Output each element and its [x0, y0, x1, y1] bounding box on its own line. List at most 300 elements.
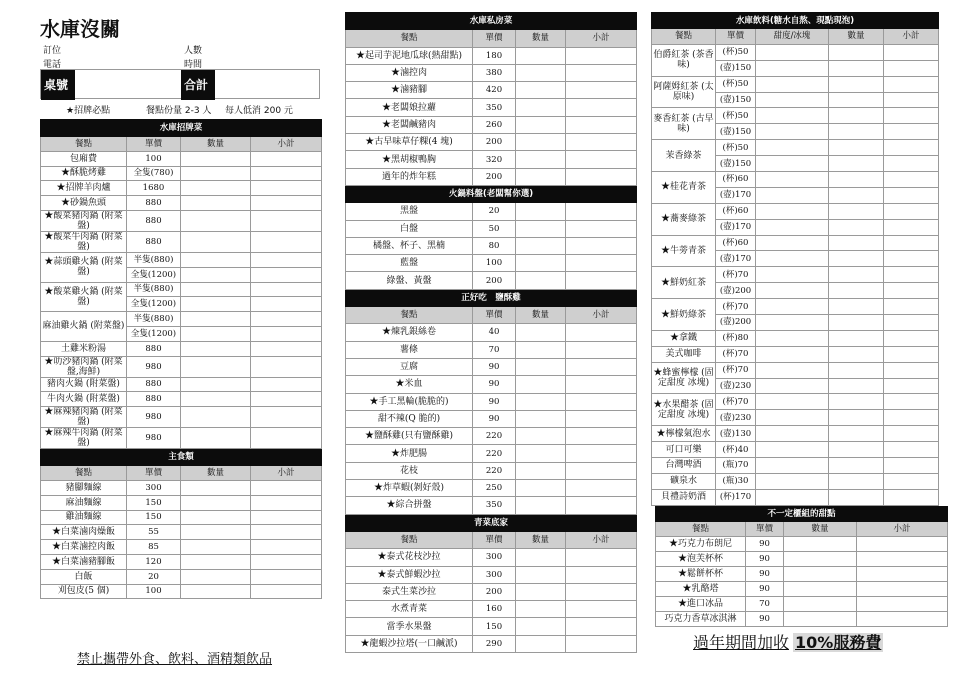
- menu-item-name: ★鬆餅杯杯: [656, 566, 746, 581]
- menu-item-row: [41, 554, 322, 569]
- menu-item-price: 200: [473, 168, 516, 185]
- item-column-header: 餐點: [656, 521, 746, 536]
- menu-item-row: [346, 583, 637, 600]
- menu-item-price: (杯)50: [716, 76, 756, 92]
- quantity-cell: [829, 394, 884, 410]
- menu-item-name: ★巧克力布朗尼: [656, 536, 746, 551]
- quantity-cell: [181, 428, 251, 449]
- subtotal-cell: [251, 554, 322, 569]
- menu-item-name: ★滷豬腳: [346, 82, 473, 99]
- menu-item-row: [41, 282, 322, 297]
- quantity-cell: [516, 255, 566, 272]
- menu-item-price: (杯)70: [716, 299, 756, 315]
- quantity-cell: [516, 203, 566, 220]
- menu-item-name: 黑盤: [346, 203, 473, 220]
- menu-item-row: [346, 566, 637, 583]
- menu-item-price: 80: [473, 237, 516, 254]
- section-title: 主食類: [41, 449, 322, 466]
- menu-item-price: (杯)50: [716, 140, 756, 156]
- quantity-cell: [829, 330, 884, 346]
- subtotal-cell: [566, 566, 637, 583]
- column-header-row: [346, 531, 637, 548]
- menu-item-row: [652, 426, 939, 442]
- quantity-cell: [516, 635, 566, 652]
- quantity-cell: [829, 346, 884, 362]
- subtotal-cell: [566, 376, 637, 393]
- quantity-cell: [829, 473, 884, 489]
- menu-item-price: 全隻(1200): [127, 297, 181, 312]
- menu-item-row: [652, 172, 939, 188]
- menu-item-row: [652, 140, 939, 156]
- quantity-cell: [784, 536, 857, 551]
- menu-item-price: (杯)170: [716, 489, 756, 505]
- quantity-cell: [829, 156, 884, 172]
- menu-item-name: 土雞米粉湯: [41, 341, 127, 356]
- menu-item-price: 260: [473, 116, 516, 133]
- menu-item-row: [346, 635, 637, 652]
- menu-item-row: [41, 312, 322, 327]
- quantity-cell: [784, 596, 857, 611]
- menu-item-price: 100: [127, 151, 181, 166]
- sweetness-column-header: 甜度/冰塊: [756, 29, 829, 45]
- menu-item-row: [41, 166, 322, 181]
- subtotal-cell: [566, 168, 637, 185]
- menu-item-name: 礦泉水: [652, 473, 716, 489]
- menu-item-price: (杯)70: [716, 394, 756, 410]
- menu-item-price: (杯)80: [716, 330, 756, 346]
- quantity-cell: [181, 326, 251, 341]
- menu-item-name: 伯爵紅茶 (茶香味): [652, 44, 716, 76]
- quantity-cell: [829, 44, 884, 60]
- subtotal-cell: [251, 210, 322, 231]
- subtotal-cell: [884, 410, 939, 426]
- quantity-cell: [181, 181, 251, 196]
- menu-item-row: [656, 536, 948, 551]
- menu-item-name: 刈包皮(5 個): [41, 584, 127, 599]
- menu-item-row: [652, 346, 939, 362]
- menu-item-price: 180: [473, 47, 516, 64]
- menu-item-name: ★乳酪塔: [656, 581, 746, 596]
- menu-item-price: 90: [746, 611, 784, 626]
- subtotal-cell: [566, 237, 637, 254]
- menu-item-row: [41, 210, 322, 231]
- menu-item-name: ★招牌羊肉爐: [41, 181, 127, 196]
- quantity-column-header: 數量: [829, 29, 884, 45]
- menu-item-row: [346, 64, 637, 81]
- menu-item-row: [656, 551, 948, 566]
- menu-item-row: [41, 151, 322, 166]
- section-title-row: [41, 449, 322, 466]
- menu-item-price: (杯)70: [716, 267, 756, 283]
- quantity-cell: [756, 92, 829, 108]
- subtotal-cell: [251, 584, 322, 599]
- quantity-cell: [756, 426, 829, 442]
- column-header-row: [656, 521, 948, 536]
- menu-item-row: [346, 601, 637, 618]
- menu-item-row: [41, 495, 322, 510]
- quantity-cell: [516, 272, 566, 289]
- menu-item-price: 20: [127, 569, 181, 584]
- section-title: 正好吃 鹽酥雞: [346, 289, 637, 306]
- menu-item-price: 150: [473, 618, 516, 635]
- section-title: 不一定櫃組的甜點: [656, 507, 948, 522]
- quantity-cell: [829, 172, 884, 188]
- menu-item-row: [652, 299, 939, 315]
- menu-item-row: [41, 510, 322, 525]
- subtotal-cell: [884, 442, 939, 458]
- menu-item-price: 20: [473, 203, 516, 220]
- quantity-cell: [829, 362, 884, 378]
- menu-item-name: 貝禮詩奶酒: [652, 489, 716, 505]
- quantity-cell: [181, 495, 251, 510]
- menu-item-price: 250: [473, 480, 516, 497]
- quantity-cell: [829, 489, 884, 505]
- menu-item-price: (瓶)70: [716, 458, 756, 474]
- menu-item-price: 90: [473, 393, 516, 410]
- menu-item-price: 90: [473, 410, 516, 427]
- quantity-cell: [516, 99, 566, 116]
- column-header-row: [346, 307, 637, 324]
- quantity-cell: [829, 267, 884, 283]
- menu-item-row: [652, 203, 939, 219]
- menu-item-price: 90: [746, 566, 784, 581]
- menu-item-row: [652, 473, 939, 489]
- quantity-cell: [784, 581, 857, 596]
- menu-item-row: [346, 324, 637, 341]
- menu-item-price: 380: [473, 64, 516, 81]
- quantity-cell: [181, 510, 251, 525]
- subtotal-cell: [884, 172, 939, 188]
- column-header-row: [41, 466, 322, 481]
- subtotal-cell: [566, 410, 637, 427]
- table-number-label: 桌號: [41, 70, 75, 100]
- quantity-cell: [181, 392, 251, 407]
- menu-item-name: ★麻辣豬肉鍋 (附菜盤): [41, 407, 127, 428]
- portion-note: 餐點份量 2-3 人: [146, 106, 212, 116]
- quantity-cell: [181, 231, 251, 252]
- menu-item-row: [41, 341, 322, 356]
- service-fee-value: 10%服務費: [795, 633, 882, 652]
- menu-item-name: ★煉乳銀絲卷: [346, 324, 473, 341]
- menu-item-price: 160: [473, 601, 516, 618]
- quantity-column-header: 數量: [181, 466, 251, 481]
- quantity-cell: [829, 283, 884, 299]
- subtotal-cell: [857, 581, 948, 596]
- price-column-header: 單價: [127, 466, 181, 481]
- menu-item-price: (壺)170: [716, 251, 756, 267]
- quantity-cell: [516, 64, 566, 81]
- quantity-cell: [756, 330, 829, 346]
- subtotal-cell: [884, 203, 939, 219]
- menu-item-row: [652, 76, 939, 92]
- menu-item-row: [652, 44, 939, 60]
- quantity-cell: [756, 60, 829, 76]
- menu-item-price: (壺)230: [716, 410, 756, 426]
- menu-item-name: ★拿鐵: [652, 330, 716, 346]
- menu-item-price: 880: [127, 196, 181, 211]
- menu-item-price: 350: [473, 99, 516, 116]
- subtotal-cell: [251, 326, 322, 341]
- quantity-cell: [516, 376, 566, 393]
- item-column-header: 餐點: [346, 30, 473, 47]
- menu-item-name: ★水果醋茶 (固定甜度 冰塊): [652, 394, 716, 426]
- menu-item-name: ★起司芋泥地瓜球(熱甜點): [346, 47, 473, 64]
- menu-item-row: [346, 134, 637, 151]
- menu-item-row: [346, 151, 637, 168]
- quantity-cell: [829, 299, 884, 315]
- price-column-header: 單價: [473, 30, 516, 47]
- subtotal-cell: [884, 140, 939, 156]
- menu-item-name: ★蜂蜜檸檬 (固定甜度 冰塊): [652, 362, 716, 394]
- section-title: 火鍋料盤(老闆幫你選): [346, 185, 637, 202]
- menu-item-name: ★綜合拼盤: [346, 497, 473, 514]
- menu-item-price: 290: [473, 635, 516, 652]
- quantity-cell: [516, 549, 566, 566]
- menu-item-name: 過年的炸年糕: [346, 168, 473, 185]
- quantity-cell: [756, 299, 829, 315]
- menu-item-row: [41, 392, 322, 407]
- menu-item-name: ★酥脆烤雞: [41, 166, 127, 181]
- menu-item-price: (壺)150: [716, 92, 756, 108]
- subtotal-cell: [857, 596, 948, 611]
- subtotal-cell: [566, 82, 637, 99]
- menu-item-row: [652, 442, 939, 458]
- menu-item-row: [41, 356, 322, 377]
- price-column-header: 單價: [127, 137, 181, 152]
- menu-item-row: [346, 116, 637, 133]
- menu-item-row: [346, 358, 637, 375]
- menu-item-name: ★蒜頭雞火鍋 (附菜盤): [41, 252, 127, 282]
- subtotal-cell: [251, 510, 322, 525]
- subtotal-cell: [251, 282, 322, 297]
- subtotal-cell: [884, 489, 939, 505]
- quantity-cell: [516, 497, 566, 514]
- quantity-cell: [516, 358, 566, 375]
- total-label: 合計: [181, 70, 215, 100]
- price-column-header: 單價: [473, 307, 516, 324]
- menu-item-price: (杯)70: [716, 346, 756, 362]
- subtotal-cell: [251, 341, 322, 356]
- menu-item-row: [41, 569, 322, 584]
- menu-item-name: ★泰式花枝沙拉: [346, 549, 473, 566]
- quantity-cell: [829, 235, 884, 251]
- subtotal-cell: [884, 394, 939, 410]
- menu-item-row: [346, 203, 637, 220]
- menu-item-name: 牛肉火鍋 (附菜盤): [41, 392, 127, 407]
- menu-item-price: 150: [127, 495, 181, 510]
- quantity-cell: [181, 356, 251, 377]
- menu-item-row: [346, 99, 637, 116]
- quantity-cell: [756, 44, 829, 60]
- menu-item-price: (壺)200: [716, 315, 756, 331]
- quantity-cell: [181, 252, 251, 267]
- menu-item-name: 藍盤: [346, 255, 473, 272]
- menu-item-row: [656, 581, 948, 596]
- section-title-row: [346, 514, 637, 531]
- menu-item-row: [41, 231, 322, 252]
- quantity-cell: [756, 251, 829, 267]
- menu-item-row: [346, 220, 637, 237]
- service-fee-notice: [693, 630, 883, 653]
- quantity-cell: [181, 267, 251, 282]
- menu-item-name: 可口可樂: [652, 442, 716, 458]
- quantity-cell: [516, 410, 566, 427]
- menu-item-price: 980: [127, 356, 181, 377]
- subtotal-cell: [884, 108, 939, 124]
- subtotal-cell: [251, 356, 322, 377]
- menu-item-name: 甜不辣(Q 脆的): [346, 410, 473, 427]
- quantity-cell: [181, 341, 251, 356]
- quantity-cell: [181, 210, 251, 231]
- quantity-cell: [756, 346, 829, 362]
- menu-item-price: (壺)170: [716, 219, 756, 235]
- menu-item-name: ★白菜滷控肉飯: [41, 540, 127, 555]
- menu-item-name: ★酸菜豬肉鍋 (附菜盤): [41, 210, 127, 231]
- quantity-cell: [829, 315, 884, 331]
- menu-item-price: 55: [127, 525, 181, 540]
- subtotal-column-header: 小計: [566, 30, 637, 47]
- menu-item-price: 880: [127, 231, 181, 252]
- menu-item-price: 300: [473, 549, 516, 566]
- subtotal-cell: [566, 497, 637, 514]
- subtotal-cell: [566, 393, 637, 410]
- subtotal-cell: [884, 362, 939, 378]
- menu-item-row: [346, 445, 637, 462]
- subtotal-cell: [884, 156, 939, 172]
- item-column-header: 餐點: [346, 307, 473, 324]
- subtotal-cell: [251, 407, 322, 428]
- phone-label: 電話: [43, 60, 62, 70]
- menu-item-price: 880: [127, 210, 181, 231]
- menu-item-name: 麻油麵線: [41, 495, 127, 510]
- menu-item-price: (杯)50: [716, 44, 756, 60]
- subtotal-cell: [884, 458, 939, 474]
- menu-item-row: [656, 611, 948, 626]
- menu-item-price: 70: [746, 596, 784, 611]
- quantity-column-header: 數量: [181, 137, 251, 152]
- quantity-column-header: 數量: [516, 30, 566, 47]
- subtotal-column-header: 小計: [857, 521, 948, 536]
- section-title: 水庫私房菜: [346, 13, 637, 30]
- subtotal-cell: [566, 116, 637, 133]
- quantity-cell: [756, 219, 829, 235]
- subtotal-cell: [566, 47, 637, 64]
- menu-item-name: 泰式生菜沙拉: [346, 583, 473, 600]
- menu-item-price: 200: [473, 583, 516, 600]
- menu-item-price: 420: [473, 82, 516, 99]
- menu-item-name: 綠盤、黃盤: [346, 272, 473, 289]
- menu-item-price: (壺)130: [716, 426, 756, 442]
- menu-item-name: ★鮮奶紅茶: [652, 267, 716, 299]
- menu-item-name: ★泡芙杯杯: [656, 551, 746, 566]
- menu-item-name: ★檸檬氣泡水: [652, 426, 716, 442]
- menu-item-price: 150: [127, 510, 181, 525]
- menu-item-price: (杯)60: [716, 235, 756, 251]
- subtotal-cell: [857, 551, 948, 566]
- menu-item-price: 70: [473, 341, 516, 358]
- quantity-cell: [756, 378, 829, 394]
- quantity-cell: [829, 92, 884, 108]
- menu-item-row: [346, 47, 637, 64]
- quantity-cell: [516, 134, 566, 151]
- subtotal-cell: [566, 428, 637, 445]
- subtotal-cell: [251, 151, 322, 166]
- quantity-cell: [756, 489, 829, 505]
- quantity-cell: [516, 47, 566, 64]
- menu-item-name: ★牛蒡青茶: [652, 235, 716, 267]
- menu-item-price: (壺)170: [716, 187, 756, 203]
- menu-item-price: 全隻(780): [127, 166, 181, 181]
- menu-item-name: 橘盤、杯子、黑楠: [346, 237, 473, 254]
- section-title-row: [346, 13, 637, 30]
- item-column-header: 餐點: [652, 29, 716, 45]
- menu-item-name: 水煮青菜: [346, 601, 473, 618]
- subtotal-cell: [566, 255, 637, 272]
- quantity-cell: [829, 410, 884, 426]
- subtotal-cell: [251, 569, 322, 584]
- quantity-cell: [756, 187, 829, 203]
- quantity-cell: [181, 377, 251, 392]
- subtotal-cell: [566, 203, 637, 220]
- menu-item-price: 90: [746, 536, 784, 551]
- subtotal-cell: [884, 378, 939, 394]
- menu-item-price: 半隻(880): [127, 282, 181, 297]
- subtotal-cell: [566, 358, 637, 375]
- menu-item-name: ★桂花青茶: [652, 172, 716, 204]
- quantity-cell: [181, 282, 251, 297]
- subtotal-column-header: 小計: [566, 531, 637, 548]
- menu-item-row: [652, 394, 939, 410]
- restaurant-title: 水庫沒關: [40, 17, 120, 41]
- menu-item-name: ★滷控肉: [346, 64, 473, 81]
- quantity-cell: [829, 140, 884, 156]
- menu-item-price: 50: [473, 220, 516, 237]
- quantity-cell: [516, 445, 566, 462]
- menu-item-name: 麥香紅茶 (古早味): [652, 108, 716, 140]
- quantity-cell: [516, 583, 566, 600]
- subtotal-cell: [566, 134, 637, 151]
- menu-item-name: ★古早味草仔粿(4 塊): [346, 134, 473, 151]
- quantity-cell: [181, 407, 251, 428]
- menu-item-row: [346, 462, 637, 479]
- menu-item-row: [41, 196, 322, 211]
- menu-item-price: 220: [473, 445, 516, 462]
- subtotal-cell: [884, 187, 939, 203]
- menu-item-row: [41, 181, 322, 196]
- menu-item-row: [346, 497, 637, 514]
- subtotal-cell: [884, 44, 939, 60]
- desserts-menu-table: [655, 506, 948, 627]
- subtotal-cell: [884, 283, 939, 299]
- quantity-cell: [181, 554, 251, 569]
- menu-item-name: ★泰式鮮蝦沙拉: [346, 566, 473, 583]
- menu-item-row: [652, 267, 939, 283]
- subtotal-cell: [251, 312, 322, 327]
- menu-item-row: [652, 330, 939, 346]
- section-title: 水庫招牌菜: [41, 120, 322, 137]
- menu-item-name: 台灣啤酒: [652, 458, 716, 474]
- menu-item-row: [346, 549, 637, 566]
- subtotal-cell: [566, 220, 637, 237]
- outside-food-warning: 禁止攜帶外食、飲料、酒精類飲品: [77, 652, 273, 667]
- menu-item-price: 1680: [127, 181, 181, 196]
- menu-item-price: (瓶)30: [716, 473, 756, 489]
- menu-item-price: 980: [127, 407, 181, 428]
- menu-item-name: ★進口冰品: [656, 596, 746, 611]
- menu-item-name: ★鹽酥雞(只有鹽酥雞): [346, 428, 473, 445]
- menu-item-row: [346, 393, 637, 410]
- minimum-charge-note: 每人低消 200 元: [225, 106, 293, 116]
